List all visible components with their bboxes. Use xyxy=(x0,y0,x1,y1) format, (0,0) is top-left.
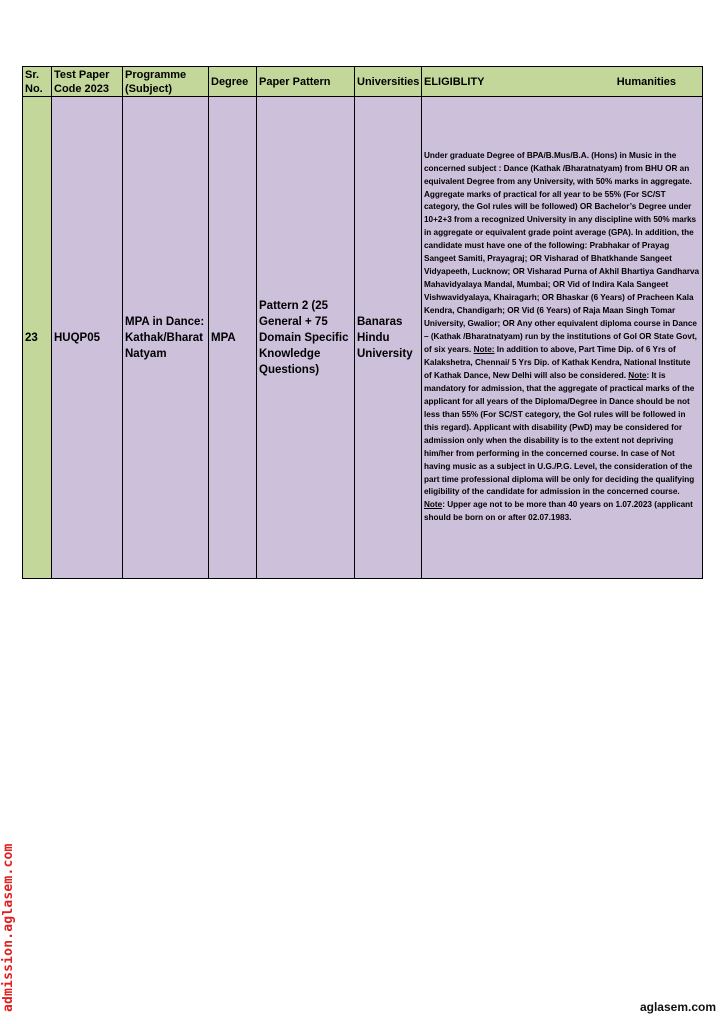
cell-test-paper-code: HUQP05 xyxy=(52,97,123,579)
cell-eligibility xyxy=(422,97,703,579)
eligibility-text-3: : It is mandatory for admission, that the aggregate of practical marks of the applicant for all years of the Diploma/Degree in Dance should be not less than 55% (For SC/ST category, the GoI rules will be followed in this regard). Applicant with disability (PwD) may be considered for admission only when the disability is to the extent not depriving him/her from performing in the concerned course. In case of Not having music as a subject in U.G./P.G. Level, the consideration of the part time professional diploma will be only for deciding the qualifying eligibility of the candidate for admission in the concerned course. xyxy=(424,370,695,497)
cell-degree: MPA xyxy=(209,97,257,579)
cell-paper-pattern: Pattern 2 (25 General + 75 Domain Specific Knowledge Questions) xyxy=(257,97,355,579)
eligibility-text-4: : Upper age not to be more than 40 years on 1.07.2023 (applicant should be born on or after 02.07.1983. xyxy=(424,500,693,523)
footer-site-label: aglasem.com xyxy=(639,1000,716,1014)
header-test-paper-code: Test Paper Code 2023 xyxy=(52,67,123,97)
eligibility-note-label-3: Note xyxy=(424,500,443,510)
eligibility-text-2: In addition to above, Part Time Dip. of 6 Yrs of Kalakshetra, Chennai/ 5 Yrs Dip. of Kathak Kendra, National Institute of Kathak Dance, New Delhi will also be considered. xyxy=(424,344,691,380)
header-sr: Sr. No. xyxy=(23,67,52,97)
header-row xyxy=(23,67,703,97)
header-degree: Degree xyxy=(209,67,257,97)
header-universities: Universities xyxy=(355,67,422,97)
header-programme: Programme (Subject) xyxy=(123,67,209,97)
header-paper-pattern: Paper Pattern xyxy=(257,67,355,97)
table-row xyxy=(23,97,703,579)
eligibility-note-label-2: Note xyxy=(628,370,647,380)
header-stream-label: Humanities xyxy=(616,75,676,88)
watermark-text: admission.aglasem.com xyxy=(1,843,16,1012)
eligibility-table xyxy=(22,66,703,579)
header-eligibility xyxy=(422,67,703,97)
eligibility-note-label-1: Note: xyxy=(473,344,495,354)
cell-programme: MPA in Dance: Kathak/Bharat Natyam xyxy=(123,97,209,579)
eligibility-text-1: Under graduate Degree of BPA/B.Mus/B.A. (Hons) in Music in the concerned subject : Dance (Kathak /Bharatnatyam) from BHU OR an equivalent Degree from any University, with 50% marks in aggregate. Aggregate marks of practical for all year to be 55% (For SC/ST category, the GoI rules will be followed) OR Bachelor’s Degree under 10+2+3 from a recognized University in any discipline with 50% marks in aggregate or equivalent grade point average (GPA). In addition, the candidate must have one of the following: Prabhakar of Prayag Sangeet Samiti, Prayagraj; OR Visharad of Bhatkhande Sangeet Vidyapeeth, Lucknow; OR Visharad Purna of Akhil Bhartiya Gandharva Mahavidyalaya Mandal, Mumbai; OR Vid of Indira Kala Sangeet Vishwavidyalaya, Khairagarh; OR Bhaskar (6 Years) of Pracheen Kala Kendra, Chandigarh; OR Vid (6 Years) of Raja Maan Singh Tomar University, Gwalior; OR Any other equivalent diploma course in Dance – (Kathak /Bharatnatyam) run by the institutions of GoI OR State Govt, of six years. xyxy=(424,150,700,354)
header-eligibility-label: ELIGIBLITY xyxy=(424,75,485,88)
cell-sr: 23 xyxy=(23,97,52,579)
cell-university: Banaras Hindu University xyxy=(355,97,422,579)
